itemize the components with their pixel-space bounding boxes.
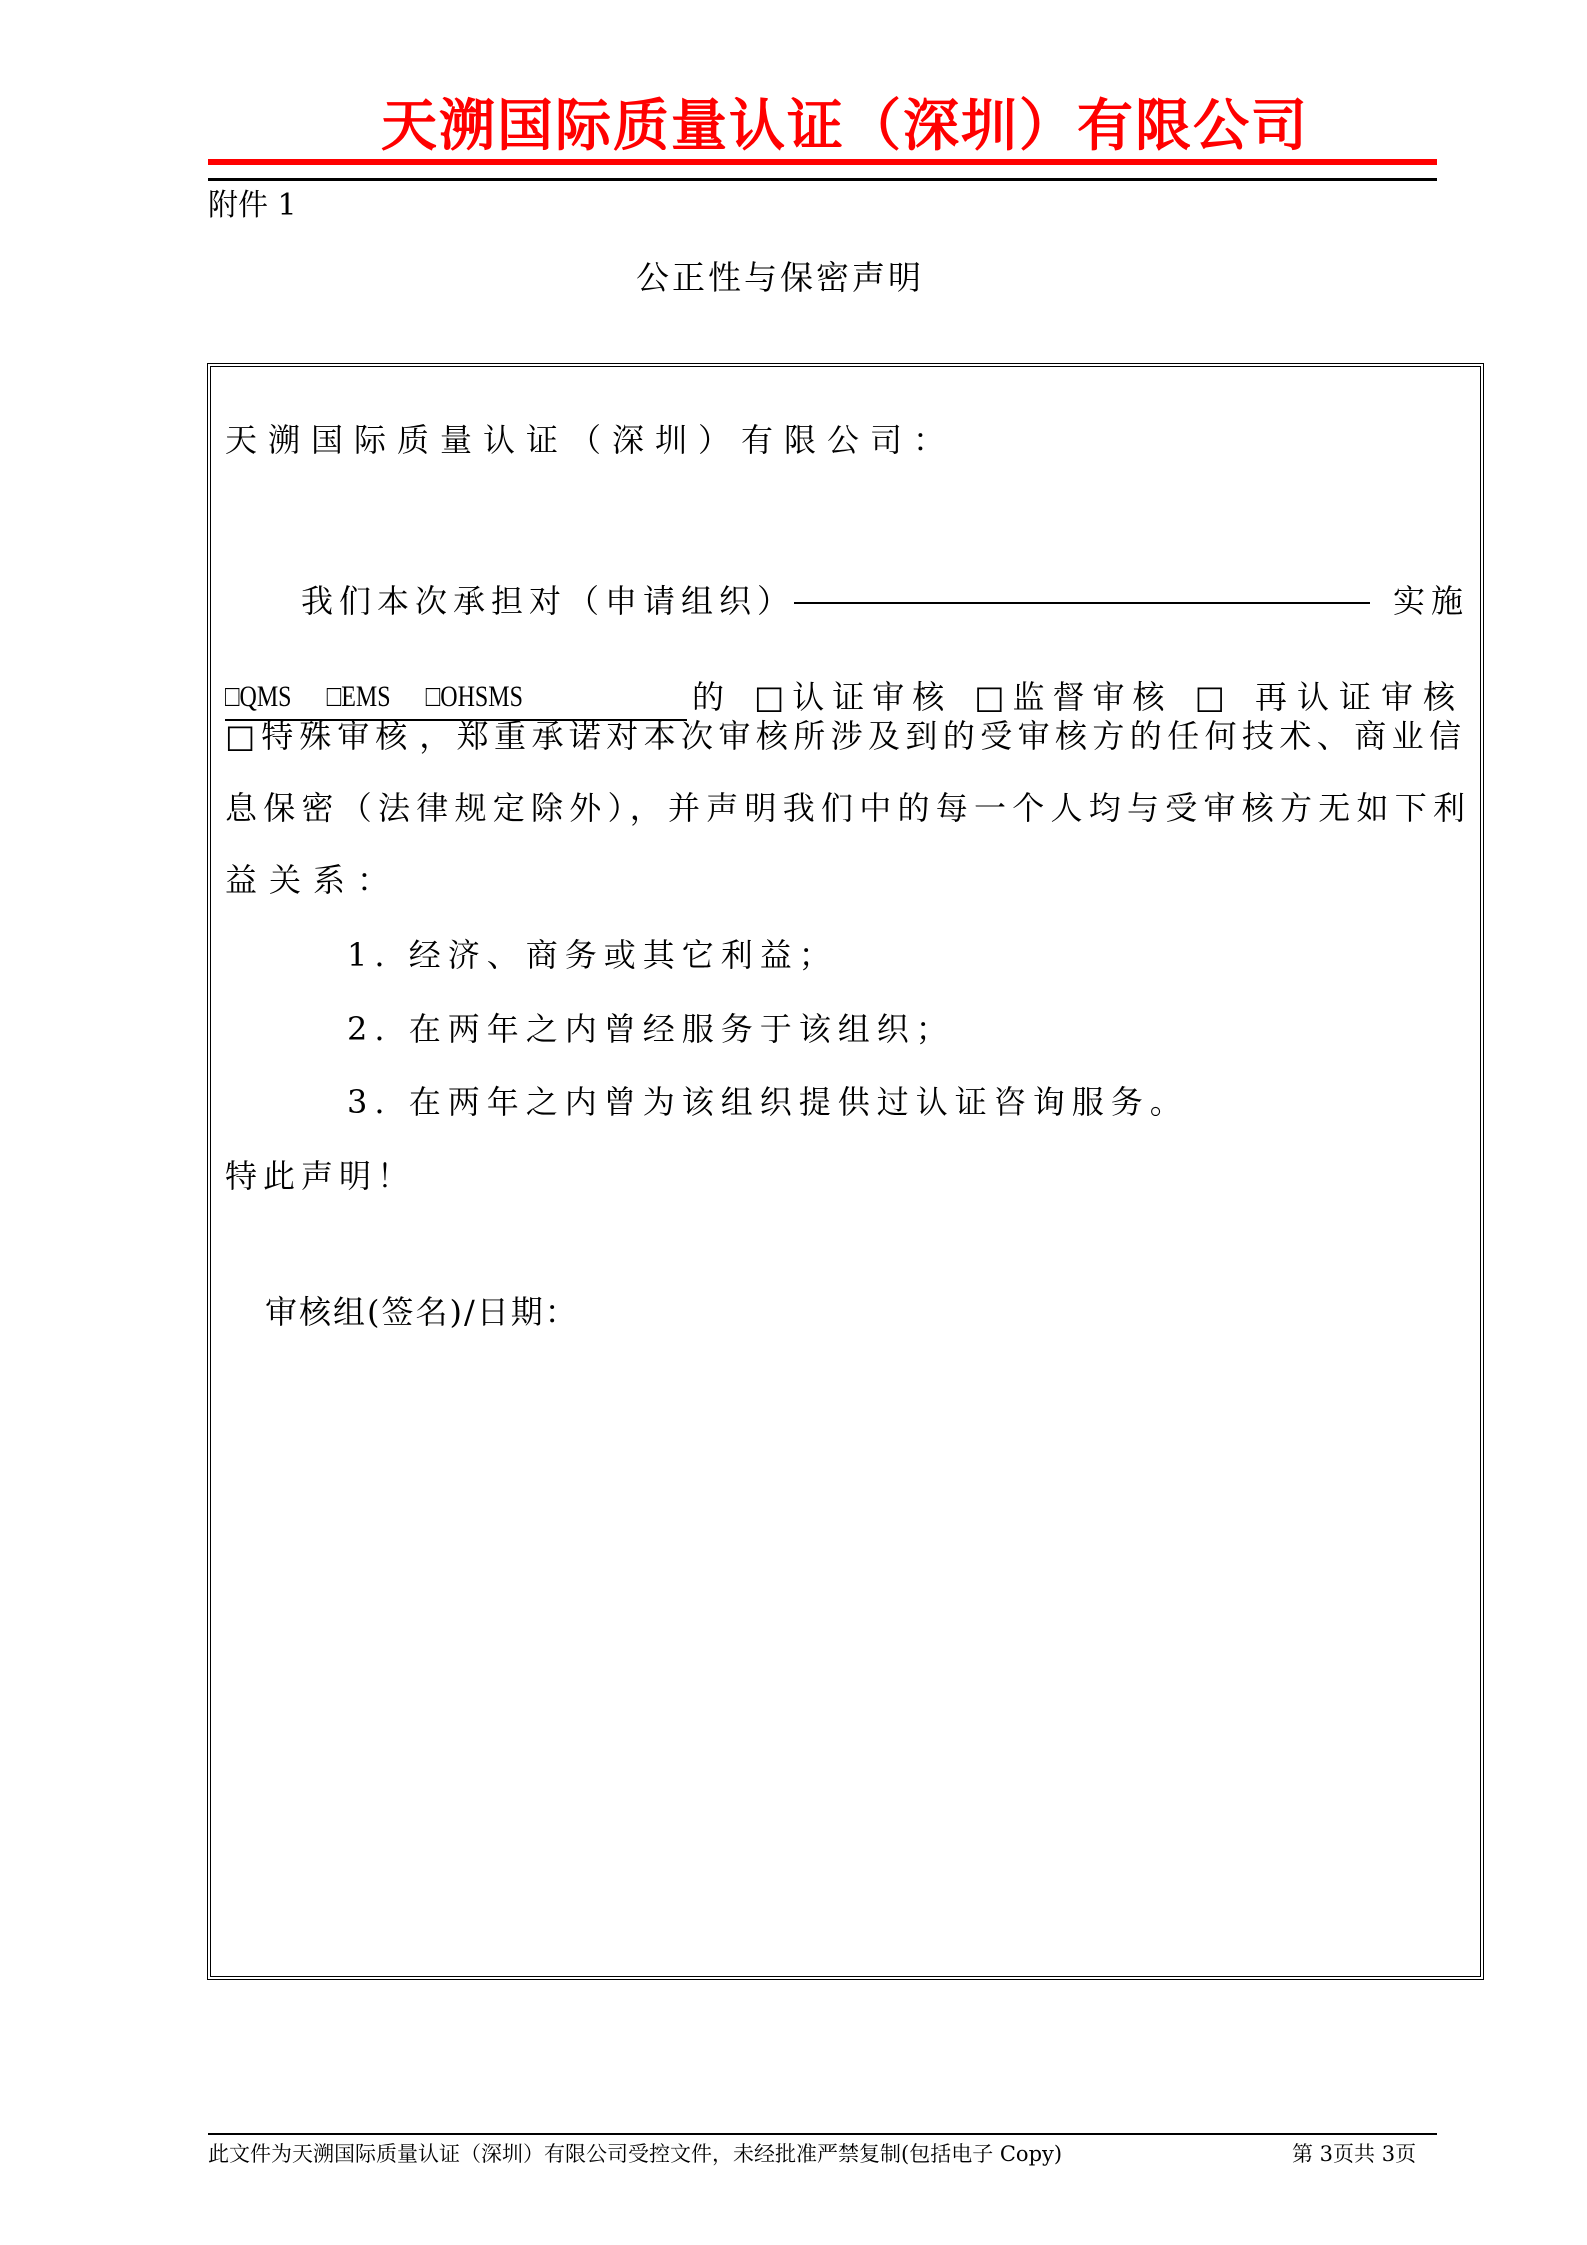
footer-rule — [208, 2133, 1437, 2135]
line1-prefix: 我们本次承担对（申请组织） — [301, 582, 796, 620]
audit-type-group — [692, 675, 1465, 719]
standard-checkbox-ems[interactable]: □EMS — [326, 680, 391, 713]
audit-checkbox-special[interactable]: □特殊审核 — [225, 717, 414, 755]
page-number: 第 3页共 3页 — [1292, 2142, 1417, 2166]
list-item: 1. 经济、商务或其它利益； — [347, 936, 838, 974]
standard-checkbox-qms[interactable]: □QMS — [225, 680, 292, 713]
signature-label: 审核组(签名)/日期： — [265, 1293, 579, 1331]
closing-statement: 特此声明！ — [225, 1157, 416, 1195]
line3 — [225, 714, 1465, 758]
footer-notice: 此文件为天溯国际质量认证（深圳）有限公司受控文件，未经批准严禁复制(包括电子 Copy) — [208, 2142, 1063, 2166]
audit-checkbox-surveillance[interactable]: □监督审核 — [974, 678, 1173, 716]
attachment-label: 附件 1 — [208, 188, 297, 223]
audit-checkbox-recertification[interactable]: □ 再认证审核 — [1194, 678, 1465, 716]
addressee: 天溯国际质量认证（深圳）有限公司： — [225, 421, 957, 459]
list-item: 2. 在两年之内曾经服务于该组织； — [347, 1010, 955, 1048]
signature-date-field[interactable] — [620, 1290, 1320, 1334]
line3-text: ，郑重承诺对本次审核所涉及到的受审核方的任何技术、商业信 — [419, 717, 1465, 755]
standard-checkbox-ohsms[interactable]: □OHSMS — [425, 680, 523, 713]
line5: 益关系： — [225, 861, 402, 899]
header-black-rule — [208, 178, 1437, 181]
line4: 息保密（法律规定除外），并声明我们中的每一个人均与受审核方无如下利 — [225, 789, 1465, 827]
audit-checkbox-certification[interactable]: □认证审核 — [754, 678, 953, 716]
of-label: 的 — [692, 678, 733, 716]
header-red-rule — [208, 159, 1437, 165]
applicant-organization-field[interactable] — [794, 570, 1370, 604]
list-item: 3. 在两年之内曾为该组织提供过认证咨询服务。 — [347, 1083, 1189, 1121]
page-title: 公正性与保密声明 — [636, 258, 924, 297]
company-banner: 天溯国际质量认证（深圳）有限公司 — [381, 94, 1309, 159]
line1-suffix: 实施 — [1393, 582, 1470, 620]
